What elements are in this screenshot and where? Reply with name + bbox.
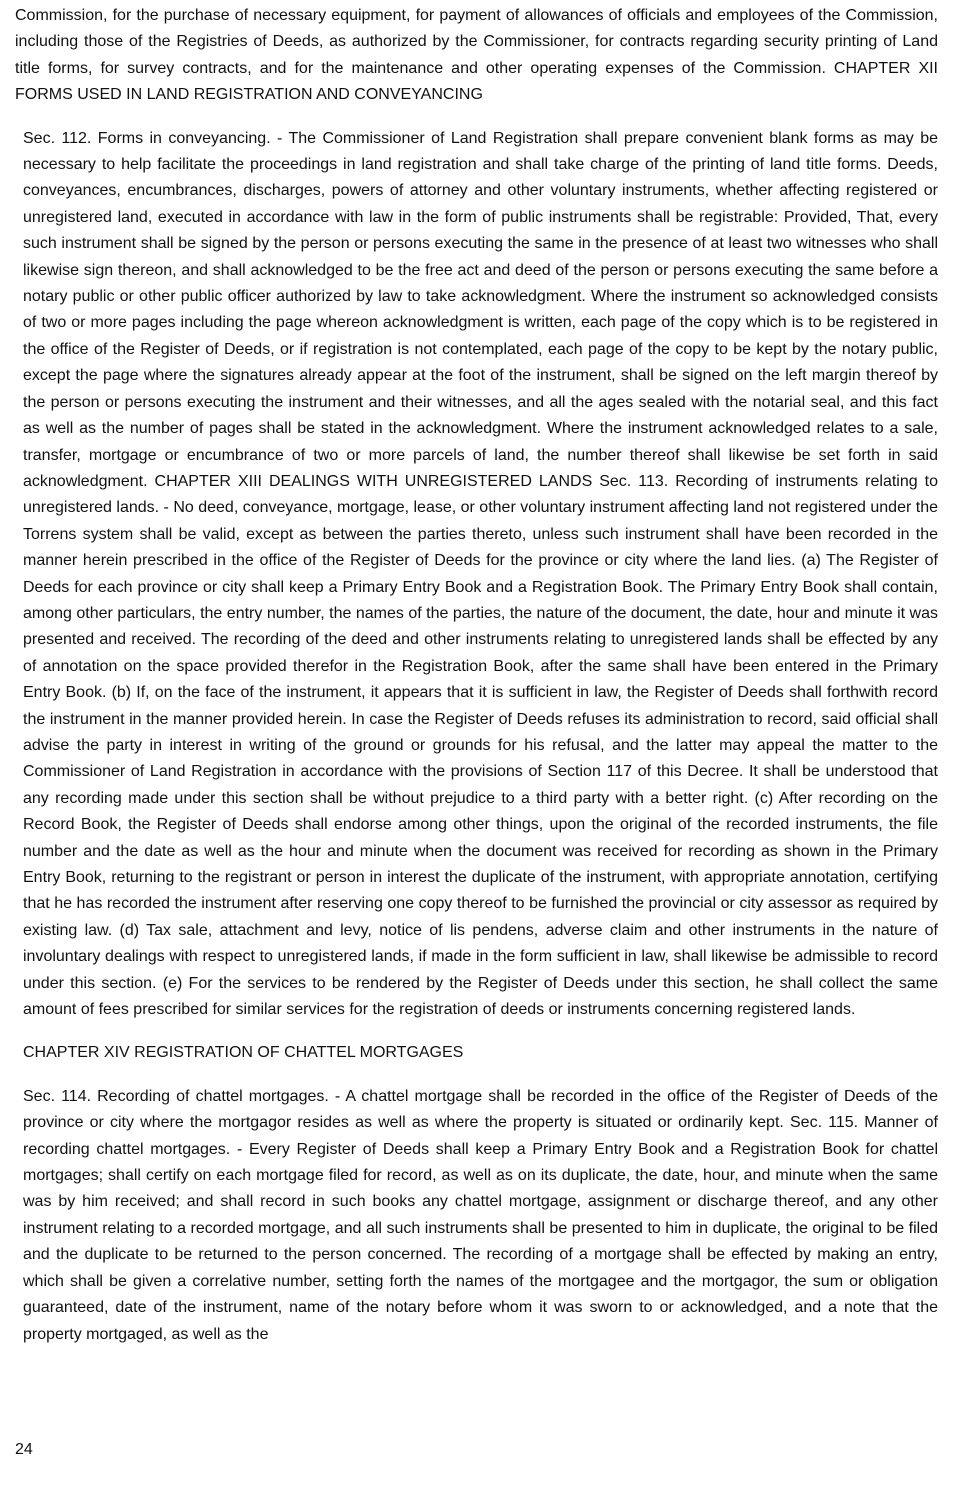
paragraph-sec-112-113: Sec. 112. Forms in conveyancing. - The Commissioner of Land Registration shall prepare convenient blank forms as may be necessary to help facilitate the proceedings in land registration and shall take charge of the printing of land title forms. Deeds, conveyances, encumbrances, discharges, powers of attorney and other voluntary instruments, whether affecting registered or unregistered land, executed in accordance with law in the form of public instruments shall be registrable: Provided, That, every such instrument shall be signed by the person or persons executing the same in the presence of at least two witnesses who shall likewise sign thereon, and shall acknowledged to be the free act and deed of the person or persons executing the same before a notary public or other public officer authorized by law to take acknowledgment. Where the instrument so acknowledged consists of two or more pages including the page whereon acknowledgment is written, each page of the copy which is to be registered in the office of the Register of Deeds, or if registration is not contemplated, each page of the copy to be kept by the notary public, except the page where the signatures already appear at the foot of the instrument, shall be signed on the left margin thereof by the person or persons executing the instrument and their witnesses, and all the ages sealed with the notarial seal, and this fact as well as the number of pages shall be stated in the acknowledgment. Where the instrument acknowledged relates to a sale, transfer, mortgage or encumbrance of two or more parcels of land, the number thereof shall likewise be set forth in said acknowledgment. CHAPTER XIII DEALINGS WITH UNREGISTERED LANDS Sec. 113. Recording of instruments relating to unregistered lands. - No deed, conveyance, mortgage, lease, or other voluntary instrument affecting land not registered under the Torrens system shall be valid, except as between the parties thereto, unless such instrument shall have been recorded in the manner herein prescribed in the office of the Register of Deeds for the province or city where the land lies. (a) The Register of Deeds for each province or city shall keep a Primary Entry Book and a Registration Book. The Primary Entry Book shall contain, among other particulars, the entry number, the names of the parties, the nature of the document, the date, hour and minute it was presented and received. The recording of the deed and other instruments relating to unregistered lands shall be effected by any of annotation on the space provided therefor in the Registration Book, after the same shall have been entered in the Primary Entry Book. (b) If, on the face of the instrument, it appears that it is sufficient in law, the Register of Deeds shall forthwith record the instrument in the manner provided herein. In case the Register of Deeds refuses its administration to record, said official shall advise the party in interest in writing of the ground or grounds for his refusal, and the latter may appeal the matter to the Commissioner of Land Registration in accordance with the provisions of Section 117 of this Decree. It shall be understood that any recording made under this section shall be without prejudice to a third party with a better right. (c) After recording on the Record Book, the Register of Deeds shall endorse among other things, upon the original of the recorded instruments, the file number and the date as well as the hour and minute when the document was received for recording as shown in the Primary Entry Book, returning to the registrant or person in interest the duplicate of the instrument, with appropriate annotation, certifying that he has recorded the instrument after reserving one copy thereof to be furnished the provincial or city assessor as required by existing law. (d) Tax sale, attachment and levy, notice of lis pendens, adverse claim and other instruments in the nature of involuntary dealings with respect to unregistered lands, if made in the form sufficient in law, shall likewise be admissible to record under this section. (e) For the services to be rendered by the Register of Deeds under this section, he shall collect the same amount of fees prescribed for similar services for the registration of deeds or instruments concerning registered lands. xyxy=(23,129,938,1019)
paragraph-commission-chapter-xii: Commission, for the purchase of necessary equipment, for payment of allowances of officials and employees of the Commission, including those of the Registries of Deeds, as authorized by the Commissioner, for contracts regarding security printing of Land title forms, for survey contracts, and for the maintenance and other operating expenses of the Commission. CHAPTER XII FORMS USED IN LAND REGISTRATION AND CONVEYANCING xyxy=(15,7,938,104)
paragraph-sec-114-115: Sec. 114. Recording of chattel mortgages. - A chattel mortgage shall be recorded in the office of the Register of Deeds of the province or city where the mortgagor resides as well as where the property is situated or ordinarily kept. Sec. 115. Manner of recording chattel mortgages. - Every Register of Deeds shall keep a Primary Entry Book and a Registration Book for chattel mortgages; shall certify on each mortgage filed for record, as well as on its duplicate, the date, hour, and minute when the same was by him received; and shall record in such books any chattel mortgage, assignment or discharge thereof, and any other instrument relating to a recorded mortgage, and all such instruments shall be presented to him in duplicate, the original to be filed and the duplicate to be returned to the person concerned. The recording of a mortgage shall be effected by making an entry, which shall be given a correlative number, setting forth the names of the mortgagee and the mortgagor, the sum or obligation guaranteed, date of the instrument, name of the notary before whom it was sworn to or acknowledged, and a note that the property mortgaged, as well as the xyxy=(23,1087,938,1343)
chapter-heading-xiv: CHAPTER XIV REGISTRATION OF CHATTEL MORTGAGES xyxy=(23,1044,464,1062)
document-page xyxy=(15,3,938,1348)
page-number: 24 xyxy=(15,1441,33,1458)
